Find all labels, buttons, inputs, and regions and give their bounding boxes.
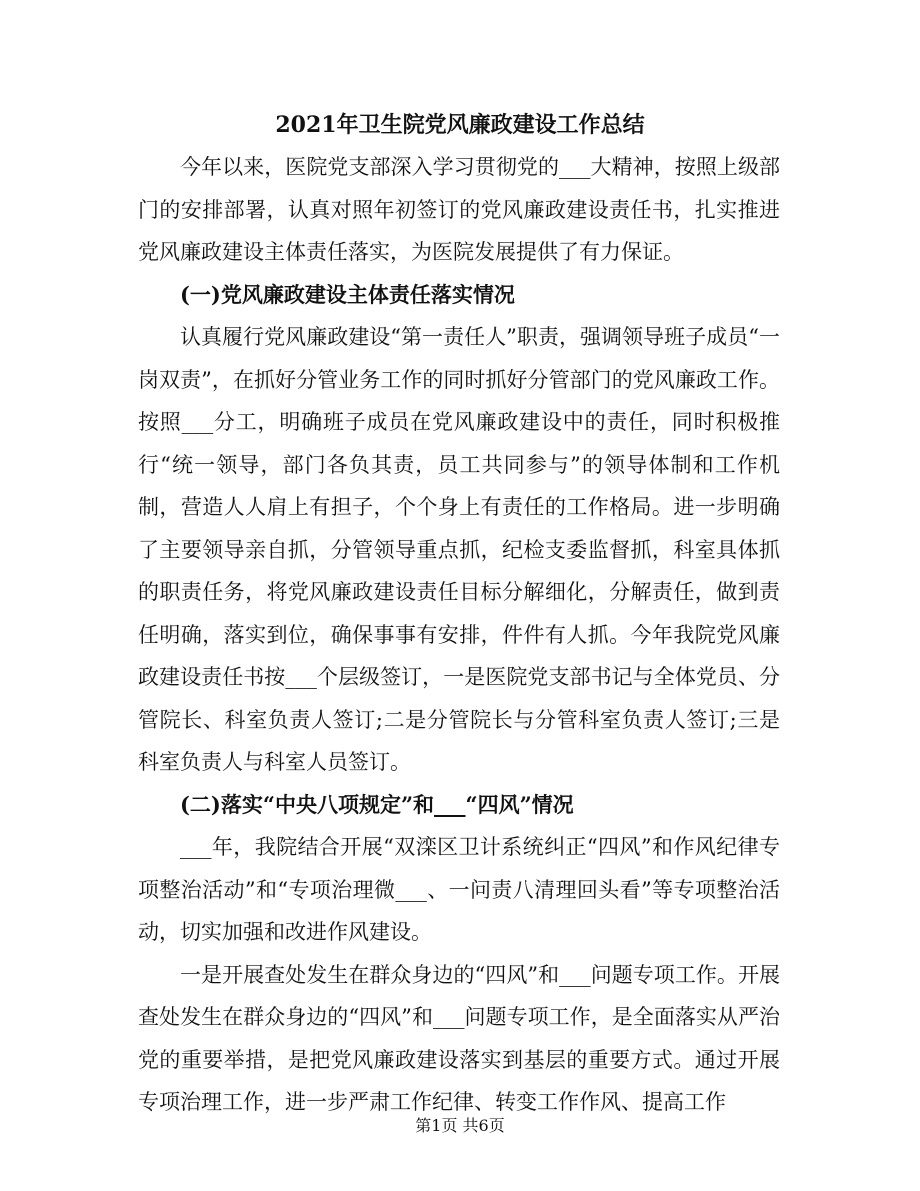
document-title: 2021年卫生院党风廉政建设工作总结 — [275, 112, 645, 138]
page-number: 第1页 共6页 — [415, 1116, 505, 1135]
document-body — [138, 146, 780, 1124]
section-heading-2: (二)落实“中央八项规定”和___“四风”情况 — [180, 791, 574, 817]
paragraph-section-2-item-1: 一是开展查处发生在群众身边的“四风”和___问题专项工作。开展查处发生在群众身边的“四风”和___问题专项工作，是全面落实从严治党的重要举措，是把党风廉政建设落实到基层的重要方式。通过开展专项治理工作，进一步严肃工作纪律、转变工作作风、提高工作 — [138, 962, 780, 1114]
paragraph-section-2: ___年，我院结合开展“双滦区卫计系统纠正“四风”和作风纪律专项整治活动”和“专项治理微___、一问责八清理回头看”等专项整治活动，切实加强和改进作风建设。 — [138, 835, 780, 944]
section-heading-1: (一)党风廉政建设主体责任落实情况 — [180, 281, 515, 307]
paragraph-intro: 今年以来，医院党支部深入学习贯彻党的___大精神，按照上级部门的安排部署，认真对照年初签订的党风廉政建设责任书，扎实推进党风廉政建设主体责任落实，为医院发展提供了有力保证。 — [138, 155, 780, 264]
paragraph-section-1: 认真履行党风廉政建设“第一责任人”职责，强调领导班子成员“一岗双责”，在抓好分管业务工作的同时抓好分管部门的党风廉政工作。按照___分工，明确班子成员在党风廉政建设中的责任，同时积极推行“统一领导，部门各负其责，员工共同参与”的领导体制和工作机制，营造人人肩上有担子，个个身上有责任的工作格局。进一步明确了主要领导亲自抓，分管领导重点抓，纪检支委监督抓，科室具体抓的职责任务，将党风廉政建设责任目标分解细化，分解责任，做到责任明确，落实到位，确保事事有安排，件件有人抓。今年我院党风廉政建设责任书按___个层级签订，一是医院党支部书记与全体党员、分管院长、科室负责人签订;二是分管院长与分管科室负责人签订;三是科室负责人与科室人员签订。 — [138, 325, 780, 774]
